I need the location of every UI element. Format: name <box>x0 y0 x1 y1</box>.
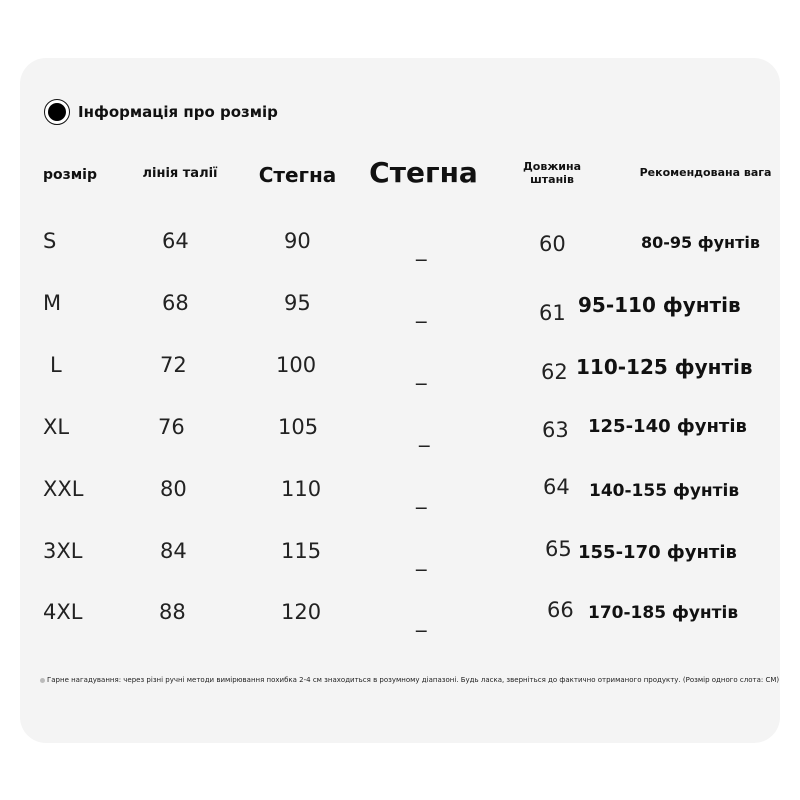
cell-hips: 120 <box>281 600 322 624</box>
header-pants-length: Довжина штанів <box>523 160 581 186</box>
cell-waist: 84 <box>160 539 187 563</box>
cell-weight: 125-140 фунтів <box>588 416 747 437</box>
cell-size: S <box>43 229 57 253</box>
header-hips: Стегна <box>258 163 337 187</box>
cell-hips2: _ <box>416 485 427 509</box>
cell-hips: 95 <box>284 291 311 315</box>
cell-waist: 64 <box>162 229 189 253</box>
section-title: Інформація про розмір <box>78 103 278 121</box>
section-header <box>44 97 278 127</box>
header-size: розмір <box>42 167 98 183</box>
cell-size: XL <box>43 415 70 439</box>
header-hips-2: Стегна <box>369 156 478 189</box>
cell-length: 65 <box>545 537 572 561</box>
cell-waist: 88 <box>159 600 186 624</box>
cell-hips: 100 <box>276 353 317 377</box>
cell-hips2: _ <box>416 237 427 261</box>
cell-length: 64 <box>543 475 570 499</box>
cell-weight: 110-125 фунтів <box>576 355 753 379</box>
cell-hips2: _ <box>416 361 427 385</box>
cell-hips: 110 <box>281 477 322 501</box>
cell-weight: 170-185 фунтів <box>588 603 739 623</box>
cell-hips2: _ <box>416 608 427 632</box>
footnote <box>40 676 779 684</box>
cell-size: XXL <box>43 477 84 501</box>
cell-waist: 76 <box>158 415 185 439</box>
cell-length: 61 <box>539 301 566 325</box>
footnote-icon <box>40 678 45 683</box>
cell-weight: 80-95 фунтів <box>641 233 760 252</box>
cell-hips2: _ <box>416 299 427 323</box>
cell-weight: 140-155 фунтів <box>589 481 740 501</box>
cell-size: M <box>43 291 62 315</box>
cell-waist: 68 <box>162 291 189 315</box>
cell-size: 3XL <box>43 539 83 563</box>
cell-length: 62 <box>541 360 568 384</box>
cell-size: L <box>50 353 62 377</box>
cell-weight: 155-170 фунтів <box>578 542 737 563</box>
cell-hips2: _ <box>416 547 427 571</box>
footnote-text: Гарне нагадування: через різні ручні методи вимірювання похибка 2-4 см знаходиться в розумному діапазоні. Будь ласка, зверніться до фактично отриманого продукту. (Розмір одного слота: CM) <box>47 676 780 684</box>
cell-size: 4XL <box>43 600 83 624</box>
cell-waist: 72 <box>160 353 187 377</box>
bullet-icon <box>44 99 70 125</box>
cell-length: 63 <box>542 418 569 442</box>
cell-weight: 95-110 фунтів <box>578 293 741 317</box>
cell-waist: 80 <box>160 477 187 501</box>
cell-length: 66 <box>547 598 574 622</box>
cell-hips: 90 <box>284 229 311 253</box>
cell-hips: 115 <box>281 539 322 563</box>
header-recommended-weight: Рекомендована вага <box>639 166 772 179</box>
cell-length: 60 <box>539 232 566 256</box>
header-waist: лінія талії <box>142 166 218 181</box>
cell-hips2: _ <box>419 423 430 447</box>
cell-hips: 105 <box>278 415 319 439</box>
